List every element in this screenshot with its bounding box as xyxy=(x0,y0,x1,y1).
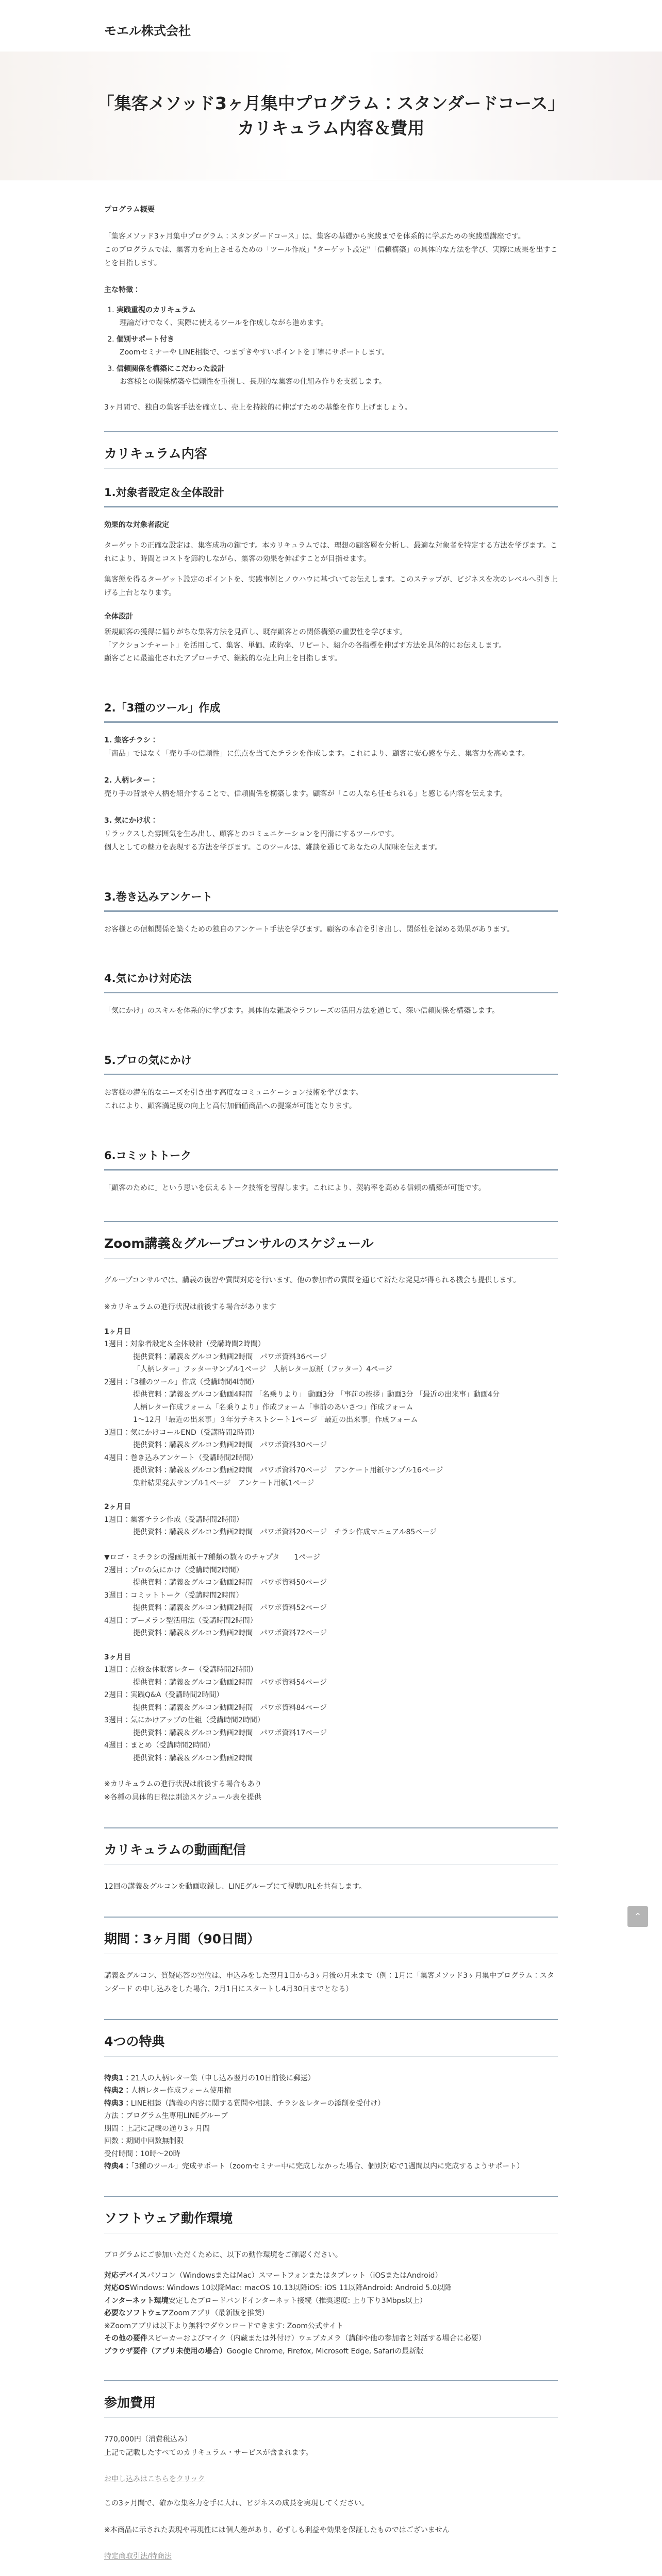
feature-item: 2. 個別サポート付き Zoomセミナーや LINE相談で、つまずきやすいポイントを丁寧にサポートします。 xyxy=(117,333,558,359)
feature-item: 1. 実践重視のカリキュラム 理論だけでなく、実際に使えるツールを作成しながら進めます。 xyxy=(117,304,558,329)
benefit-item-key: 特典2： xyxy=(104,2087,131,2095)
benefit-item xyxy=(104,2097,558,2110)
page-title-line1: 「集客メソッド3ヶ月集中プログラム：スタンダードコース」 xyxy=(97,93,565,113)
software-item xyxy=(104,2345,558,2358)
schedule-week-item: 4週目：まとめ（受講時間2時間） xyxy=(104,1741,214,1750)
curriculum-section-4-heading: 4.気にかけ対応法 xyxy=(104,970,558,993)
schedule-week-item: 2週目：実践Q&A（受講時間2時間） xyxy=(104,1691,224,1700)
curriculum-section-3-heading: 3.巻き込みアンケート xyxy=(104,889,558,912)
fee-message: この3ヶ月間で、確かな集客力を手に入れ、ビジネスの成長を実現してください。 xyxy=(104,2499,369,2507)
schedule-material-item: 提供資料：講義＆グルコン動画2時間 パワポ資料17ページ xyxy=(133,1728,327,1737)
software-item xyxy=(104,2332,558,2345)
benefit-item xyxy=(104,2135,558,2148)
fee-includes: 上記で記載したすべてのカリキュラム・サービスが含まれます。 xyxy=(104,2449,313,2458)
period-paragraph: 講義＆グルコン、質疑応答の空位は、申込みをした翌月1日から3ヶ月後の月末まで（例：1月に「集客メソッド3ヶ月集中プログラム：スタンダード の申し込みをした場合、2月1日にスタートし4月30日までとなる） xyxy=(104,1972,554,1993)
schedule-month-1 xyxy=(104,1338,558,1489)
schedule-material-item: 提供資料：講義＆グルコン動画2時間 パワポ資料52ページ xyxy=(133,1604,327,1613)
feature-item: 3. 信頼関係を構築にこだわった設計 お客様との関係構築や信頼性を重視し、長期的な集客の仕組み作りを支援します。 xyxy=(117,363,558,388)
schedule-material-item: 人柄レター作成フォーム「名乗りより」作成フォーム「事前のあいさつ」作成フォーム xyxy=(133,1403,413,1412)
schedule-material-item: 提供資料：講義＆グルコン動画4時間 「名乗りより」 動画3分 「事前の挨拶」動画3分 「最近の出来事」動画4分 xyxy=(133,1391,500,1399)
schedule-material-item: 提供資料：講義＆グルコン動画2時間 パワポ資料36ページ xyxy=(133,1352,327,1361)
software-item-key: ブラウザ要件（アプリ未使用の場合） xyxy=(104,2347,227,2355)
schedule-week-item: 1週目：対象者設定＆全体設計（受講時間2時間） xyxy=(104,1340,265,1349)
software-item xyxy=(104,2295,558,2308)
software-item-key: 対応OS xyxy=(104,2284,130,2293)
s2-tool-item: 3. 気にかけ状： リラックスした雰囲気を生み出し、顧客とのコミュニケーションを円滑にするツールです。 個人としての魅力を表現する方法を学びます。このツールは、雑談を通じてあなたの人間味を伝えます。 xyxy=(104,816,442,852)
benefits-list xyxy=(104,2072,558,2173)
software-item-value: Google Chrome, Firefox, Microsoft Edge, Safariの最新版 xyxy=(226,2347,424,2355)
benefit-item-value: 受付時間：10時〜20時 xyxy=(104,2149,180,2158)
main-content xyxy=(104,180,558,2574)
apply-link[interactable]: お申し込みはこちらをクリック xyxy=(104,2475,205,2483)
scroll-to-top-button[interactable] xyxy=(627,1906,648,1927)
software-item-key: インターネット環境 xyxy=(104,2296,169,2305)
benefit-item-key: 特典4： xyxy=(104,2162,131,2171)
s1-paragraph: 新規顧客の獲得に偏りがちな集客方法を見直し、既存顧客との関係構築の重要性を学びます。 「アクションチャート」を活用して、集客、単価、成約率、リピート、紹介の各指標を伸ばす方法を具体的にお伝えします。 顧客ごとに最適化されたアプローチで、継続的な売上向上を目指します。 xyxy=(104,628,506,663)
curriculum-section-6-heading: 6.コミットトーク xyxy=(104,1147,558,1171)
s3-paragraph: お客様との信頼関係を築くための独自のアンケート手法を学びます。顧客の本音を引き出し、関係性を深める効果があります。 xyxy=(104,925,514,934)
benefit-item-value: 方法：プログラム生専用LINEグループ xyxy=(104,2112,228,2121)
software-item-value: Zoomアプリ（最新版を推奨） xyxy=(169,2309,269,2318)
video-paragraph: 12回の講義＆グルコンを動画収録し、LINEグループにて視聴URLを共有します。 xyxy=(104,1883,367,1891)
schedule-week-item: 1週目：点検＆休眠客レター（受講時間2時間） xyxy=(104,1666,258,1674)
benefit-item xyxy=(104,2072,558,2085)
schedule-material-item: 提供資料：講義＆グルコン動画2時間 パワポ資料20ページ チラシ作成マニュアル85ページ xyxy=(133,1528,437,1537)
schedule-month-title: 3ヶ月目 xyxy=(104,1653,131,1662)
schedule-material-item: 提供資料：講義＆グルコン動画2時間 パワポ資料50ページ xyxy=(133,1579,327,1587)
software-intro: プログラムにご参加いただくために、以下の動作環境をご確認ください。 xyxy=(104,2250,342,2259)
s1-paragraph: ターゲットの正確な設定は、集客成功の鍵です。本カリキュラムでは、理想の顧客層を分析し、最適な対象者を特定する方法を学びます。これにより、時間とコストを節約しながら、集客の効果を伸ばすことが目指せます。 xyxy=(104,541,558,564)
schedule-month-title: 2ヶ月目 xyxy=(104,1503,131,1512)
hero-banner xyxy=(0,52,662,180)
software-item-value: 安定したブロードバンドインターネット接続（推奨速度: 上り下り3Mbps以上） xyxy=(168,2296,427,2305)
fee-disclaimer: ※本商品に示された表現や再現性には個人差があり、必ずしも利益や効果を保証したものではございません xyxy=(104,2526,450,2534)
schedule-material-item: 提供資料：講義＆グルコン動画2時間 パワポ資料70ページ アンケート用紙サンプル16ページ xyxy=(133,1466,443,1475)
curriculum-heading: カリキュラム内容 xyxy=(104,431,558,469)
schedule-week-item: 1週目：集客チラシ作成（受講時間2時間） xyxy=(104,1515,243,1524)
schedule-week-item: 3週目：気にかけアップの仕組（受講時間2時間） xyxy=(104,1716,264,1725)
benefit-item-key: 特典3： xyxy=(104,2099,131,2108)
benefit-item xyxy=(104,2160,558,2173)
software-item xyxy=(104,2320,558,2333)
software-item-key: その他の要件 xyxy=(104,2334,147,2343)
schedule-note: ※カリキュラムの進行状況は前後する場合があります xyxy=(104,1302,276,1311)
benefits-heading: 4つの特典 xyxy=(104,2019,558,2057)
software-item-value: ※Zoomアプリは以下より無料でダウンロードできます: Zoom公式サイト xyxy=(104,2321,344,2330)
period-heading: 期間：3ヶ月間（90日間） xyxy=(104,1917,558,1954)
benefit-item xyxy=(104,2110,558,2123)
schedule-week-item: 2週目：プロの気にかけ（受講時間2時間） xyxy=(104,1566,243,1574)
s5-paragraph: お客様の潜在的なニーズを引き出す高度なコミュニケーション技術を学びます。 これにより、顧客満足度の向上と高付加価値商品への提案が可能となります。 xyxy=(104,1089,363,1111)
software-item-key: 対応デバイス xyxy=(104,2271,147,2280)
s4-paragraph: 「気にかけ」のスキルを体系的に学びます。具体的な雑談やラフレーズの活用方法を通じて、深い信頼関係を構築します。 xyxy=(104,1007,500,1015)
software-heading: ソフトウェア動作環境 xyxy=(104,2196,558,2233)
benefit-item xyxy=(104,2084,558,2097)
s2-tool-item: 2. 人柄レター： 売り手の背景や人柄を紹介することで、信頼関係を構築します。顧客が「この人なら任せられる」と感じる内容を伝えます。 xyxy=(104,776,507,799)
overview-label: プログラム概要 xyxy=(104,206,155,214)
schedule-heading: Zoom講義＆グループコンサルのスケジュール xyxy=(104,1221,558,1259)
curriculum-section-5-heading: 5.プロの気にかけ xyxy=(104,1052,558,1075)
schedule-month-title: 1ヶ月目 xyxy=(104,1327,131,1336)
schedule-material-item: 1〜12月「最近の出来事」３年分テキストシート1ページ「最近の出来事」作成フォーム xyxy=(133,1416,418,1425)
schedule-intro: グループコンサルでは、講義の復習や質問対応を行います。他の参加者の質問を通じて新たな発見が得られる機会も提供します。 xyxy=(104,1276,521,1285)
schedule-material-item: 提供資料：講義＆グルコン動画2時間 パワポ資料72ページ xyxy=(133,1629,327,1638)
software-item xyxy=(104,2307,558,2320)
schedule-week-item: 4週目：巻き込みアンケート（受講時間2時間） xyxy=(104,1453,257,1462)
fee-heading: 参加費用 xyxy=(104,2380,558,2418)
software-item-value: Windows: Windows 10以降Mac: macOS 10.13以降iOS: iOS 11以降Android: Android 5.0以降 xyxy=(129,2284,452,2293)
schedule-week-item: ▼ロゴ・ミチラシの漫画用紙＋7種類の数々のチャプタ 1ページ xyxy=(104,1553,320,1562)
overview-paragraph: 「集客メソッド3ヶ月集中プログラム：スタンダードコース」は、集客の基礎から実践までを体系的に学ぶための実践型講座です。 このプログラムでは、集客力を向上させるための「ツール作成」"ターゲット設定"「信頼構築」の具体的な方法を学び、実際に成果を出すことを目指します。 xyxy=(104,232,558,267)
schedule-material-item: 提供資料：講義＆グルコン動画2時間 xyxy=(133,1754,253,1762)
schedule-month-2 xyxy=(104,1514,558,1640)
s1-label-design: 全体設計 xyxy=(104,612,133,621)
legal-notice-link[interactable]: 特定商取引法/特商法 xyxy=(104,2552,172,2561)
benefit-item xyxy=(104,2123,558,2136)
schedule-week-item: 4週目：ブーメラン型活用法（受講時間2時間） xyxy=(104,1616,257,1625)
schedule-material-item: 提供資料：講義＆グルコン動画2時間 パワポ資料30ページ xyxy=(133,1441,327,1450)
software-item xyxy=(104,2269,558,2282)
software-item-value: パソコン（WindowsまたはMac）スマートフォンまたはタブレット（iOSまたはAndroid） xyxy=(147,2271,442,2280)
overview-section xyxy=(104,204,558,415)
s6-paragraph: 「顧客のために」という思いを伝えるトーク技術を習得します。これにより、契約率を高める信頼の構築が可能です。 xyxy=(104,1184,486,1193)
video-heading: カリキュラムの動画配信 xyxy=(104,1827,558,1865)
s2-tool-item: 1. 集客チラシ： 「商品」ではなく「売り手の信頼性」に焦点を当てたチラシを作成します。これにより、顧客に安心感を与え、集客力を高めます。 xyxy=(104,736,529,758)
benefit-item-value: 21人の人柄レター集（申し込み翌月の10日前後に郵送） xyxy=(130,2074,315,2082)
features-list xyxy=(104,304,558,388)
page-title-line2: カリキュラム内容＆費用 xyxy=(237,117,425,138)
schedule-footnote: ※カリキュラムの進行状況は前後する場合もあり xyxy=(104,1780,262,1789)
software-requirements xyxy=(104,2269,558,2358)
schedule-week-item: 3週目：気にかけコールEND（受講時間2時間） xyxy=(104,1428,259,1437)
software-item-value: スピーカーおよびマイク（内蔵または外付け）ウェブカメラ（講師や他の参加者と対話する場合に必要） xyxy=(147,2334,486,2343)
s1-label-target: 効果的な対象者設定 xyxy=(104,521,169,530)
chevron-up-icon: ⌃ xyxy=(634,1911,642,1922)
curriculum-section-1-heading: 1.対象者設定＆全体設計 xyxy=(104,484,558,507)
benefit-item-value: LINE相談（講義の内容に関する質問や相談、チラシ＆レターの添削を受付け） xyxy=(130,2099,385,2108)
schedule-month-3 xyxy=(104,1664,558,1765)
schedule-week-item: 3週目：コミットトーク（受講時間2時間） xyxy=(104,1591,243,1600)
schedule-material-item: 提供資料：講義＆グルコン動画2時間 パワポ資料54ページ xyxy=(133,1678,327,1687)
benefit-item xyxy=(104,2148,558,2161)
features-label: 主な特徴： xyxy=(104,285,140,294)
page-title xyxy=(97,91,565,141)
schedule-material-item: 集計結果発表サンプル1ページ アンケート用紙1ページ xyxy=(133,1479,315,1487)
s1-paragraph: 集客態を得るターゲット設定のポイントを、実践事例とノウハウに基づいてお伝えします。このステップが、ビジネスを次のレベルへ引き上げる上台となります。 xyxy=(104,575,558,597)
schedule-material-item: 「人柄レター」フッターサンプル1ページ 人柄レター原紙（フッター）4ページ xyxy=(133,1365,392,1374)
benefit-item-key: 特典1： xyxy=(104,2074,131,2082)
benefit-item-value: 人柄レター作成フォーム使用権 xyxy=(130,2087,231,2095)
brand-logo-text[interactable]: モエル株式会社 xyxy=(104,24,191,38)
benefit-item-value: 回数：期間中回数無制限 xyxy=(104,2137,184,2146)
overview-closing: 3ヶ月間で、独自の集客手法を確立し、売上を持続的に伸ばすための基盤を作り上げましょう。 xyxy=(104,403,412,412)
software-item-key: 必要なソフトウェア xyxy=(104,2309,169,2318)
schedule-footnote: ※各種の具体的日程は別途スケジュール表を提供 xyxy=(104,1793,261,1802)
software-item xyxy=(104,2282,558,2295)
site-header xyxy=(0,0,662,52)
schedule-material-item: 提供資料：講義＆グルコン動画2時間 パワポ資料84ページ xyxy=(133,1703,327,1712)
schedule-week-item: 2週目：「3種のツール」作成（受講時間4時間） xyxy=(104,1378,259,1386)
fee-price: 770,000円（消費税込み） xyxy=(104,2435,192,2444)
curriculum-section-2-heading: 2.「3種のツール」作成 xyxy=(104,700,558,723)
benefit-item-value: 期間：上記に記載の通り3ヶ月間 xyxy=(104,2124,210,2133)
schedule-week-item xyxy=(104,1539,558,1552)
benefit-item-value: 「3種のツール」完成サポート（zoomセミナー中に完成しなかった場合、個別対応で1週間以内に完成するようサポート） xyxy=(130,2162,524,2171)
